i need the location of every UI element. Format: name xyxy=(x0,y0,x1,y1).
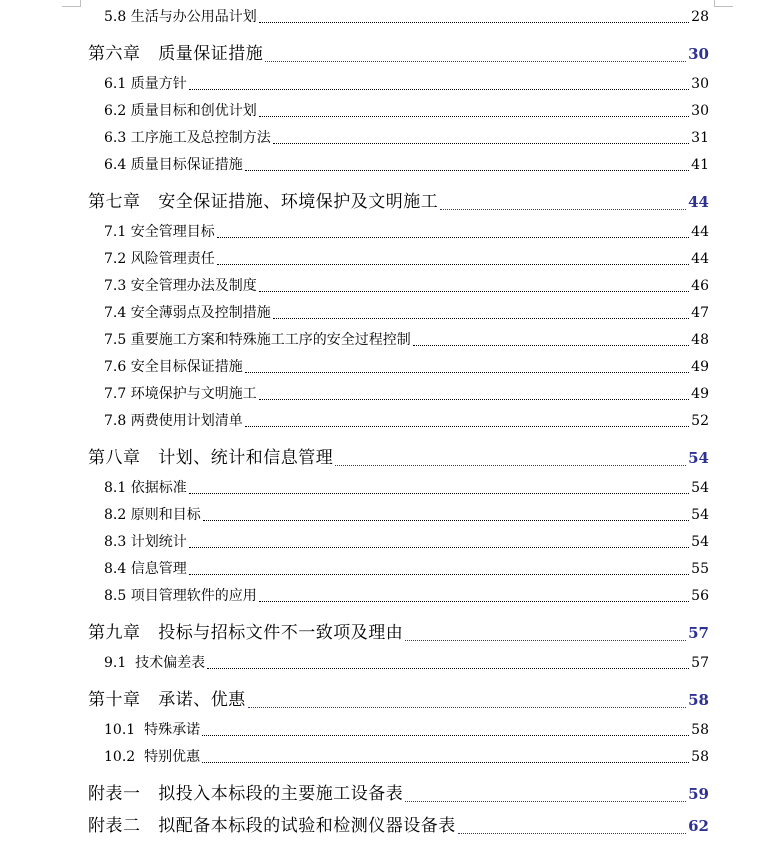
toc-entry-label: 6.1 质量方针 xyxy=(104,76,187,92)
toc-appendix-page: 62 xyxy=(688,817,709,835)
toc-entry-page: 56 xyxy=(691,588,709,604)
toc-entry[interactable] xyxy=(104,249,709,269)
toc-entry-page: 46 xyxy=(691,278,709,294)
toc-chapter-page: 44 xyxy=(688,193,709,211)
dot-leader xyxy=(259,116,689,117)
dot-leader xyxy=(189,574,689,575)
toc-entry-page: 54 xyxy=(691,534,709,550)
toc-entry-page: 41 xyxy=(691,157,709,173)
toc-entry-page: 47 xyxy=(691,305,709,321)
dot-leader xyxy=(259,22,689,23)
toc-entry[interactable] xyxy=(104,101,709,121)
toc-entry-label: 8.5 项目管理软件的应用 xyxy=(104,588,257,604)
dot-leader xyxy=(273,143,689,144)
dot-leader xyxy=(245,426,689,427)
toc-entry-label: 7.2 风险管理责任 xyxy=(104,251,215,267)
toc-entry[interactable] xyxy=(104,330,709,350)
toc-entry-page: 28 xyxy=(691,9,709,25)
toc-entry[interactable] xyxy=(104,276,709,296)
toc-entry-page: 44 xyxy=(691,251,709,267)
toc-chapter-label: 第八章 计划、统计和信息管理 xyxy=(88,448,334,468)
dot-leader xyxy=(189,493,689,494)
dot-leader xyxy=(202,735,689,736)
toc-entry[interactable] xyxy=(104,586,709,606)
toc-entry[interactable] xyxy=(104,384,709,404)
toc-entry-label: 10.1 特殊承诺 xyxy=(104,722,201,738)
toc-entry[interactable] xyxy=(104,222,709,242)
toc-entry-label: 8.2 原则和目标 xyxy=(104,507,201,523)
dot-leader xyxy=(189,547,689,548)
toc-entry[interactable] xyxy=(104,357,709,377)
toc-chapter-page: 54 xyxy=(688,449,709,467)
page-corner-mark-right xyxy=(714,0,733,7)
toc-entry-label: 7.7 环境保护与文明施工 xyxy=(104,386,257,402)
toc-chapter-entry[interactable] xyxy=(88,446,709,470)
toc-entry-label: 7.4 安全薄弱点及控制措施 xyxy=(104,305,271,321)
dot-leader xyxy=(259,291,689,292)
toc-entry-page: 44 xyxy=(691,224,709,240)
toc-appendix-label: 附表一 拟投入本标段的主要施工设备表 xyxy=(88,784,404,804)
dot-leader xyxy=(265,61,686,62)
toc-entry-page: 49 xyxy=(691,359,709,375)
toc-appendix-page: 59 xyxy=(688,785,709,803)
dot-leader xyxy=(335,465,686,466)
toc-entry-page: 54 xyxy=(691,480,709,496)
toc-chapter-label: 第九章 投标与招标文件不一致项及理由 xyxy=(88,623,404,643)
dot-leader xyxy=(203,520,689,521)
toc-entry-page: 55 xyxy=(691,561,709,577)
toc-entry-label: 9.1 技术偏差表 xyxy=(104,655,206,671)
toc-entry-label: 7.6 安全目标保证措施 xyxy=(104,359,243,375)
dot-leader xyxy=(440,209,686,210)
toc-entry-page: 58 xyxy=(691,749,709,765)
toc-chapter-entry[interactable] xyxy=(88,190,709,214)
toc-entry[interactable] xyxy=(104,478,709,498)
dot-leader xyxy=(189,89,689,90)
toc-entry[interactable] xyxy=(104,128,709,148)
toc-entry[interactable] xyxy=(104,155,709,175)
dot-leader xyxy=(245,372,689,373)
toc-entry-label: 8.4 信息管理 xyxy=(104,561,187,577)
page-corner-mark-left xyxy=(62,0,81,7)
dot-leader xyxy=(207,668,689,669)
toc-entry-label: 6.2 质量目标和创优计划 xyxy=(104,103,257,119)
toc-entry-label: 7.3 安全管理办法及制度 xyxy=(104,278,257,294)
toc-appendix-entry[interactable] xyxy=(88,782,709,806)
toc-entry[interactable] xyxy=(104,303,709,323)
dot-leader xyxy=(217,237,689,238)
toc-entry-label: 7.8 两费使用计划清单 xyxy=(104,413,243,429)
toc-entry-page: 30 xyxy=(691,103,709,119)
toc-chapter-page: 57 xyxy=(688,624,709,642)
toc-entry-page: 31 xyxy=(691,130,709,146)
toc-entry-label: 7.1 安全管理目标 xyxy=(104,224,215,240)
toc-chapter-entry[interactable] xyxy=(88,621,709,645)
toc-entry[interactable] xyxy=(104,532,709,552)
toc-entry-label: 8.3 计划统计 xyxy=(104,534,187,550)
toc-entry-label: 7.5 重要施工方案和特殊施工工序的安全过程控制 xyxy=(104,332,411,348)
toc-entry-page: 57 xyxy=(691,655,709,671)
toc-chapter-page: 58 xyxy=(688,691,709,709)
dot-leader xyxy=(405,801,686,802)
dot-leader xyxy=(273,318,689,319)
dot-leader xyxy=(245,170,689,171)
toc-entry-page: 58 xyxy=(691,722,709,738)
toc-entry-page: 54 xyxy=(691,507,709,523)
toc-entry-page: 48 xyxy=(691,332,709,348)
toc-entry[interactable] xyxy=(104,411,709,431)
toc-entry[interactable] xyxy=(104,74,709,94)
toc-entry[interactable] xyxy=(104,747,709,767)
dot-leader xyxy=(458,833,686,834)
dot-leader xyxy=(217,264,689,265)
toc-entry-label: 5.8 生活与办公用品计划 xyxy=(104,9,257,25)
toc-entry[interactable] xyxy=(104,505,709,525)
toc-entry-label: 6.4 质量目标保证措施 xyxy=(104,157,243,173)
toc-entry-page: 49 xyxy=(691,386,709,402)
toc-appendix-entry[interactable] xyxy=(88,814,709,838)
toc-chapter-entry[interactable] xyxy=(88,688,709,712)
toc-entry[interactable] xyxy=(104,720,709,740)
toc-entry-label: 10.2 特别优惠 xyxy=(104,749,201,765)
toc-entry-label: 8.1 依据标准 xyxy=(104,480,187,496)
toc-entry[interactable] xyxy=(104,653,709,673)
dot-leader xyxy=(202,762,689,763)
toc-chapter-label: 第十章 承诺、优惠 xyxy=(88,690,246,710)
toc-entry[interactable] xyxy=(104,7,709,27)
dot-leader xyxy=(405,640,686,641)
dot-leader xyxy=(259,601,689,602)
dot-leader xyxy=(259,399,689,400)
toc-chapter-label: 第七章 安全保证措施、环境保护及文明施工 xyxy=(88,192,439,212)
toc-entry-page: 30 xyxy=(691,76,709,92)
toc-chapter-label: 第六章 质量保证措施 xyxy=(88,44,264,64)
toc-chapter-entry[interactable] xyxy=(88,42,709,66)
toc-entry-label: 6.3 工序施工及总控制方法 xyxy=(104,130,271,146)
dot-leader xyxy=(248,707,686,708)
dot-leader xyxy=(413,345,689,346)
toc-entry[interactable] xyxy=(104,559,709,579)
toc-chapter-page: 30 xyxy=(688,45,709,63)
toc-appendix-label: 附表二 拟配备本标段的试验和检测仪器设备表 xyxy=(88,816,456,836)
toc-entry-page: 52 xyxy=(691,413,709,429)
